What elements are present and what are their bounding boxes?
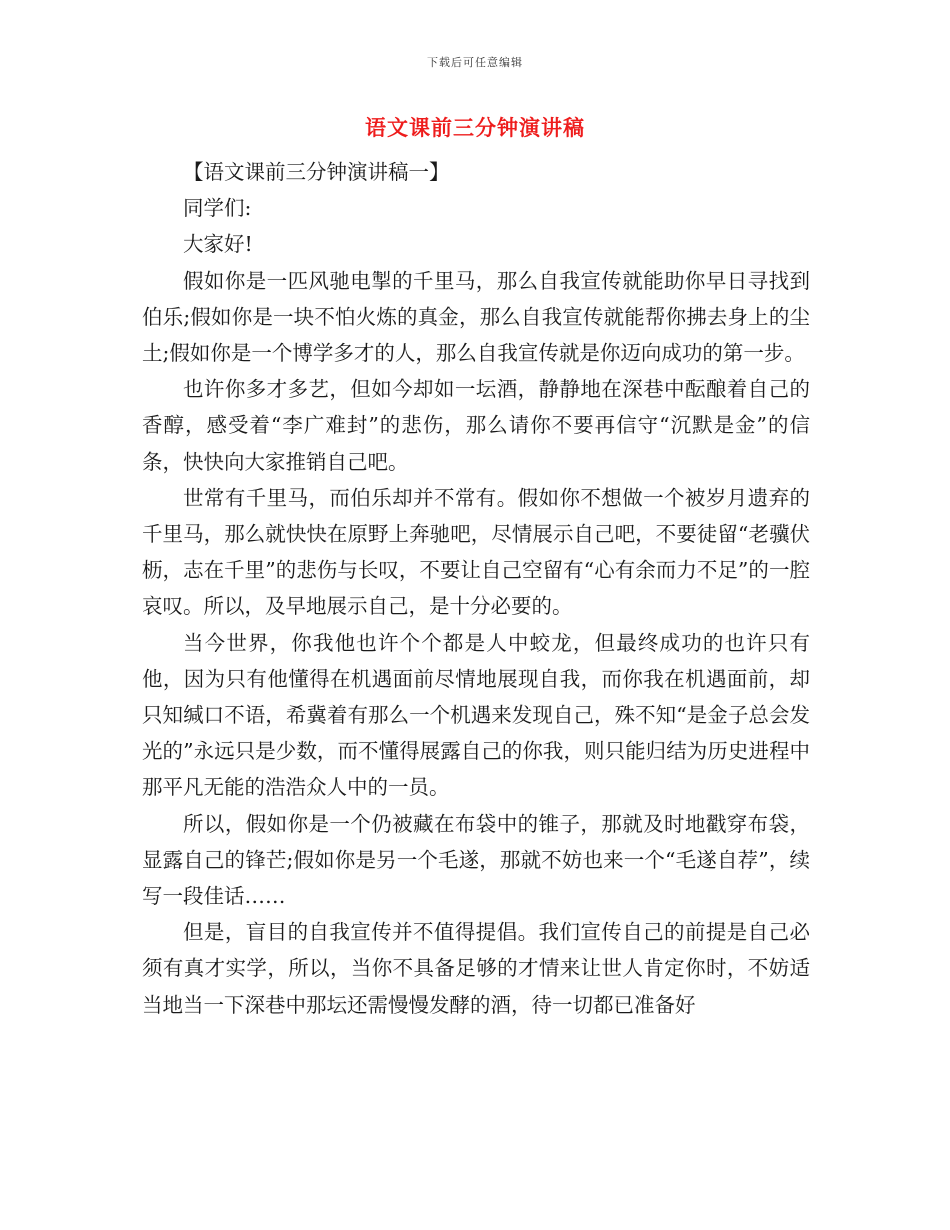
body-paragraph: 假如你是一匹风驰电掣的千里马，那么自我宣传就能助你早日寻找到伯乐;假如你是一块不怕火炼的真金，那么自我宣传就能帮你拂去身上的尘土;假如你是一个博学多才的人，那么自我宣传就是你迈向成功的第一步。: [142, 268, 810, 366]
body-paragraph: 当今世界，你我他也许个个都是人中蛟龙，但最终成功的也许只有他，因为只有他懂得在机遇面前尽情地展现自我，而你我在机遇面前，却只知缄口不语，希冀着有那么一个机遇来发现自己，殊不知“是金子总会发光的”永远只是少数，而不懂得展露自己的你我，则只能归结为历史进程中那平凡无能的浩浩众人中的一员。: [142, 630, 810, 800]
document-title: 语文课前三分钟演讲稿: [365, 115, 585, 140]
body-paragraph: 但是，盲目的自我宣传并不值得提倡。我们宣传自己的前提是自己必须有真才实学，所以，当你不具备足够的才情来让世人肯定你时，不妨适当地当一下深巷中那坛还需慢慢发酵的酒，待一切都已准备好: [142, 920, 810, 1017]
body-paragraph: 所以，假如你是一个仍被藏在布袋中的锥子，那就及时地戳穿布袋，显露自己的锋芒;假如你是另一个毛遂，那就不妨也来一个“毛遂自荐”，续写一段佳话……: [142, 811, 810, 909]
document-body: [142, 154, 810, 1023]
page-header-note: 下载后可任意编辑: [427, 56, 523, 69]
section-heading: 【语文课前三分钟演讲稿一】: [183, 160, 450, 184]
body-paragraph: 也许你多才多艺，但如今却如一坛酒，静静地在深巷中酝酿着自己的香醇，感受着“李广难封”的悲伤，那么请你不要再信守“沉默是金”的信条，快快向大家推销自己吧。: [142, 377, 810, 474]
body-paragraph: 世常有千里马，而伯乐却并不常有。假如你不想做一个被岁月遗弃的千里马，那么就快快在原野上奔驰吧，尽情展示自己吧，不要徒留“老骥伏枥，志在千里”的悲伤与长叹，不要让自己空留有“心有余而力不足”的一腔哀叹。所以，及早地展示自己，是十分必要的。: [142, 485, 810, 619]
greeting-line: 大家好!: [183, 232, 253, 257]
greeting-line: 同学们:: [183, 196, 252, 221]
